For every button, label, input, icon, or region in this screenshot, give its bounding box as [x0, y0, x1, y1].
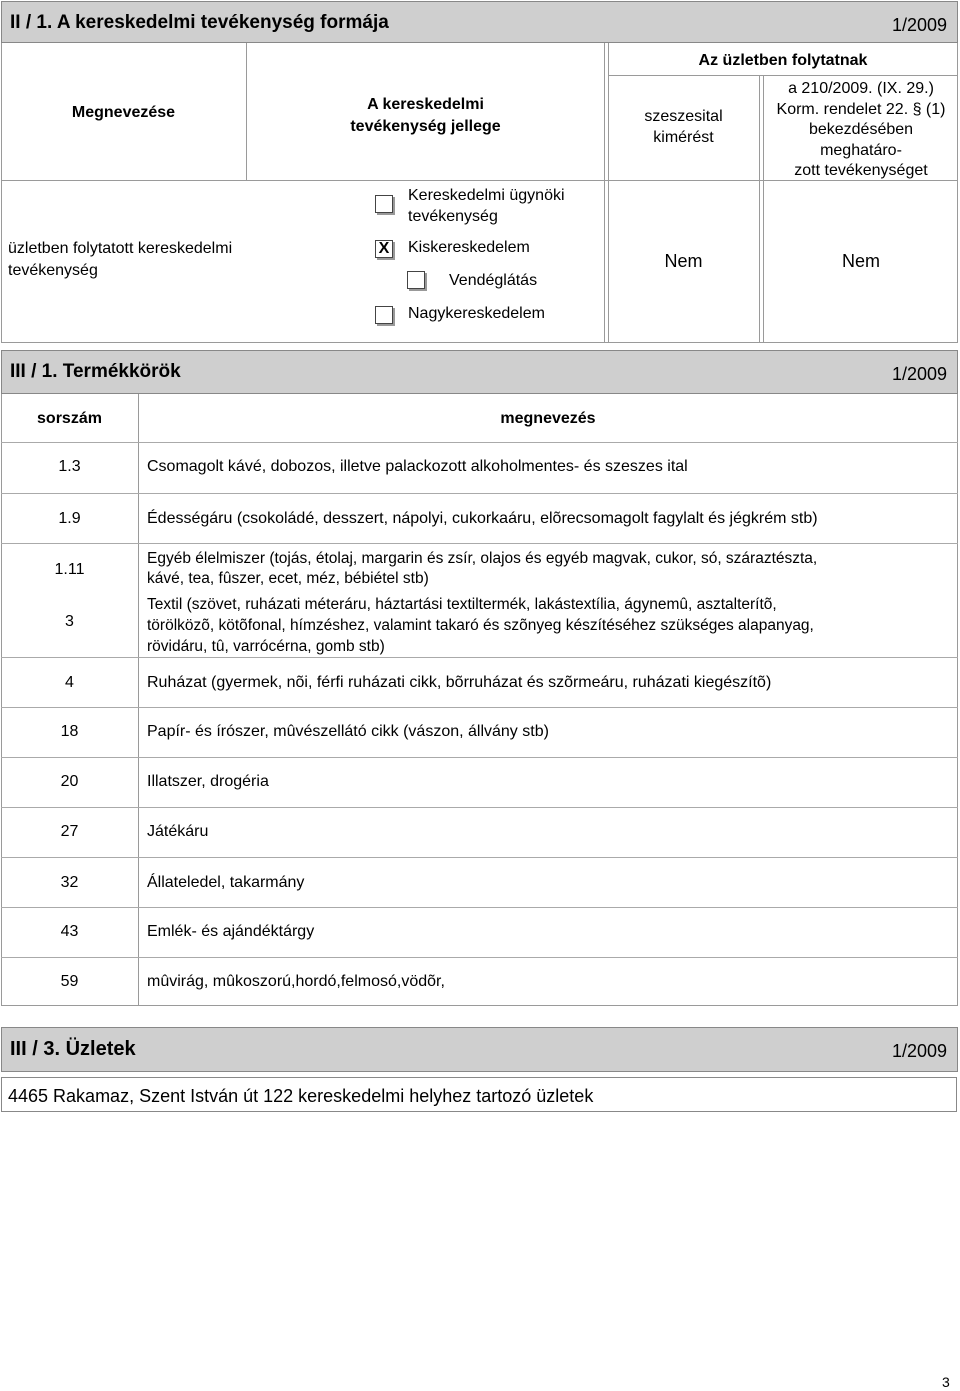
row-name: mûvirág, mûkoszorú,hordó,felmosó,vödõr, [147, 973, 445, 990]
row-name: Ruházat (gyermek, nõi, férfi ruházati cikk, bõrruházat és szõrmeáru, ruházati kiegészítõ) [147, 674, 772, 691]
checkbox-catering[interactable] [407, 271, 425, 289]
col-alcohol-header: szeszesital kimérést [644, 108, 723, 146]
option-wholesale-label: Nagykereskedelem [408, 305, 545, 322]
row-name: Édességáru (csokoládé, desszert, nápolyi, cukorkaáru, elõrecsomagolt fagylalt és jégkrém stb) [147, 510, 818, 527]
row-number: 4 [65, 674, 74, 691]
shop-address: 4465 Rakamaz, Szent István út 122 kereskedelmi helyhez tartozó üzletek [8, 1086, 594, 1106]
row-number: 32 [60, 874, 79, 891]
alcohol-value: Nem [664, 251, 703, 271]
row-name: üzletben folytatott kereskedelmi tevékenység [8, 240, 233, 279]
row-name: Állateledel, takarmány [147, 874, 305, 891]
col-name-header: megnevezés [500, 410, 596, 427]
row-name: Csomagolt kávé, dobozos, illetve palackozott alkoholmentes- és szeszes ital [147, 458, 688, 475]
section-title: II / 1. A kereskedelmi tevékenység formája [10, 12, 389, 33]
row-number: 3 [65, 613, 74, 630]
checkbox-retail[interactable]: X [375, 240, 393, 258]
checkbox-wholesale[interactable] [375, 306, 393, 324]
row-name: Papír- és írószer, mûvészellátó cikk (vászon, állvány stb) [147, 723, 549, 740]
decree-value: Nem [841, 251, 880, 271]
option-agent-label: Kereskedelmi ügynöki tevékenység [408, 187, 565, 225]
store-group-header: Az üzletben folytatnak [698, 52, 868, 69]
col-number-header: sorszám [37, 410, 102, 427]
row-number: 43 [60, 923, 79, 940]
section-title: III / 1. Termékkörök [10, 361, 181, 382]
row-number: 18 [60, 723, 79, 740]
option-retail-label: Kiskereskedelem [408, 239, 530, 256]
shop-address-box [1, 1077, 957, 1112]
row-name: Emlék- és ajándéktárgy [147, 923, 315, 940]
row-name: Textil (szövet, ruházati méteráru, háztartási textiltermék, lakástextília, ágynemû, asztalterítõ, törölközõ, kötõfonal, hímzéshez, valamint takaró és szõnyeg készítéséhez szükséges alapanyag, rövidáru, tû, varrócérna, gomb stb) [147, 596, 814, 655]
col-name-header: Megnevezése [71, 104, 176, 121]
row-name: Illatszer, drogéria [147, 773, 269, 790]
section-date: 1/2009 [891, 15, 947, 35]
col-type-header: A kereskedelmi tevékenység jellege [350, 96, 501, 135]
row-number: 1.11 [54, 561, 85, 578]
row-number: 27 [60, 823, 79, 840]
section-date: 1/2009 [891, 1041, 947, 1061]
checkbox-agent[interactable] [375, 195, 393, 213]
page-number: 3 [942, 1374, 950, 1390]
section-date: 1/2009 [891, 364, 947, 384]
section-header-shops [1, 1027, 958, 1072]
col-decree-header: a 210/2009. (IX. 29.) Korm. rendelet 22. § (1) bekezdésében meghatáro- zott tevékenységet [776, 80, 946, 179]
row-number: 1.9 [58, 510, 81, 527]
section-title: III / 3. Üzletek [10, 1038, 136, 1060]
row-number: 59 [60, 973, 79, 990]
row-number: 20 [60, 773, 79, 790]
section-header-products [1, 350, 958, 394]
option-catering-label: Vendéglátás [449, 272, 538, 289]
section-header-form [1, 1, 958, 43]
row-name: Játékáru [147, 823, 209, 840]
row-number: 1.3 [58, 458, 81, 475]
row-name: Egyéb élelmiszer (tojás, étolaj, margarin és zsír, olajos és egyéb magvak, cukor, só, száraztészta, kávé, tea, fûszer, ecet, méz, bébiétel stb) [147, 550, 818, 587]
